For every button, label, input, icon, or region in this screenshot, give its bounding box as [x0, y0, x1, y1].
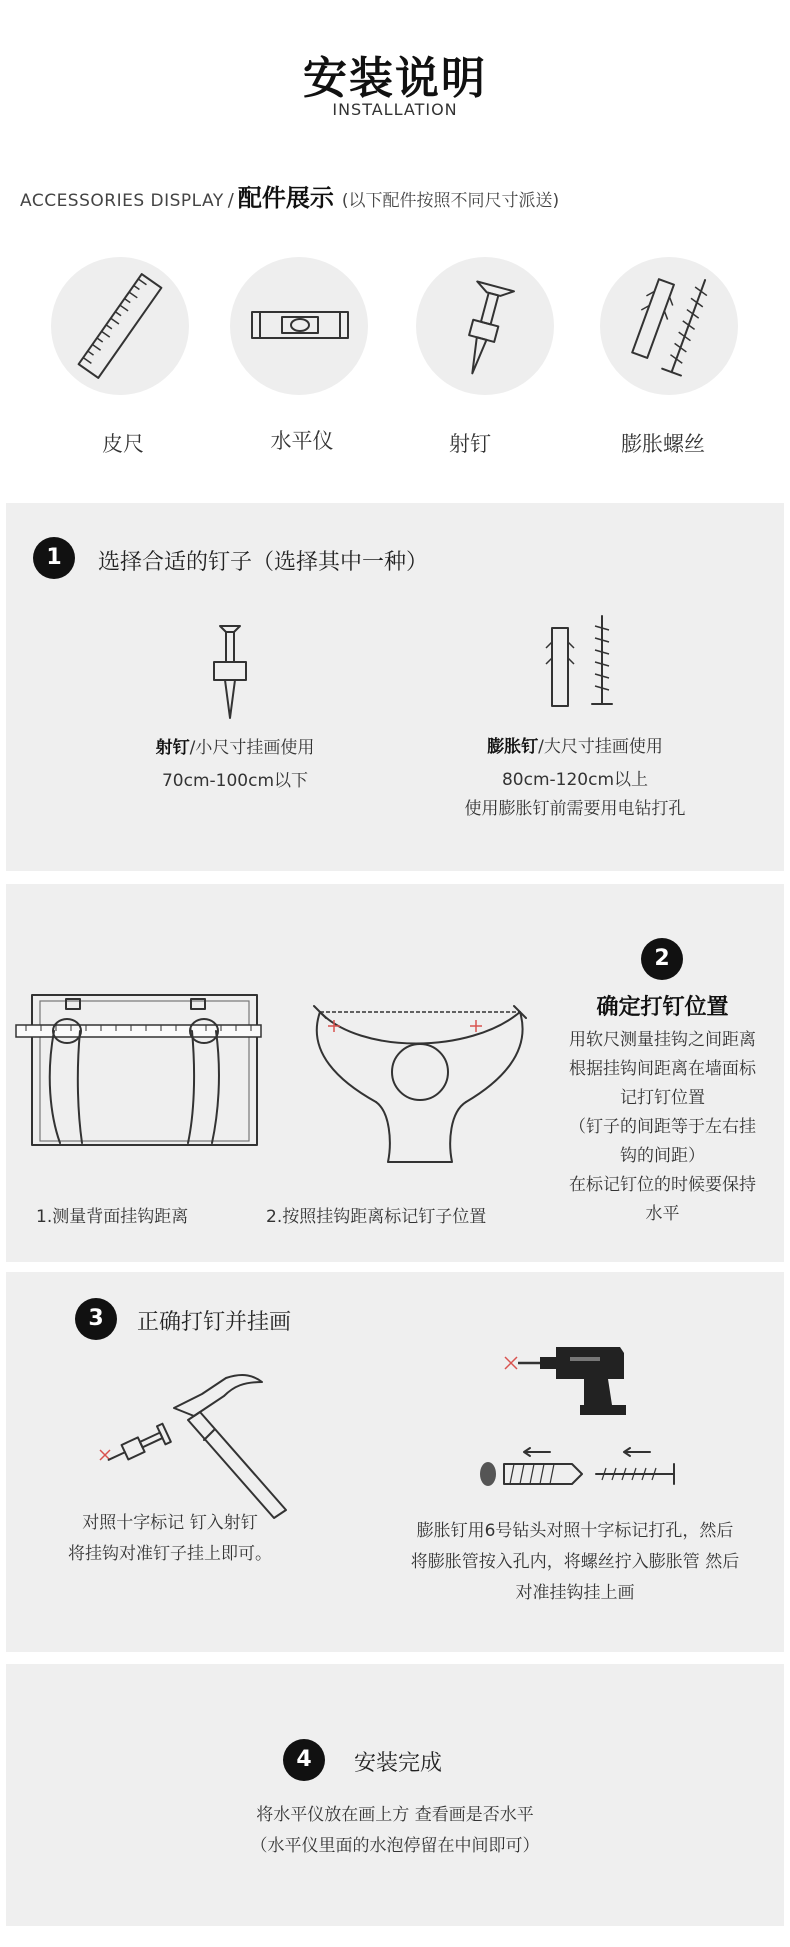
- page-title: 安装说明: [303, 53, 487, 104]
- step1-right-line2: 80cm-120cm以上: [501, 770, 649, 790]
- step1-left-line1: [100, 733, 370, 764]
- accessory-label-screw: 膨胀螺丝: [621, 432, 705, 456]
- accessories-heading-en: ACCESSORIES DISPLAY: [20, 191, 224, 211]
- page-subtitle: INSTALLATION: [332, 100, 458, 119]
- step3-right-desc-line: 膨胀钉用6号钻头对照十字标记打孔，然后: [416, 1521, 734, 1541]
- accessory-label-tape: 皮尺: [102, 432, 144, 456]
- accessory-label-level: 水平仪: [270, 429, 334, 453]
- step2-caption2: 2.按照挂钩距离标记钉子位置: [266, 1207, 487, 1227]
- step1-left-bold: 射钉: [155, 738, 190, 758]
- accessories-heading-cn: 配件展示: [237, 184, 334, 212]
- step1-left-line2: 70cm-100cm以下: [161, 771, 309, 791]
- step2-desc-line: 用软尺测量挂钩之间距离: [569, 1030, 756, 1050]
- step2-desc-line: 钩的间距）: [620, 1146, 705, 1166]
- step2-desc-line: 水平: [645, 1204, 680, 1224]
- accessories-heading: [20, 178, 559, 213]
- step4-desc-line: （水平仪里面的水泡停留在中间即可）: [250, 1836, 540, 1856]
- step2-desc-line: 在标记钉位的时候要保持: [569, 1175, 756, 1195]
- screw-insert-illustration: [478, 1446, 698, 1496]
- step3-left-desc: [20, 1508, 320, 1570]
- step4-desc-line: 将水平仪放在画上方 查看画是否水平: [256, 1805, 534, 1825]
- step1-right-bold: 膨胀钉: [487, 737, 539, 757]
- step2-caption1: 1.测量背面挂钩距离: [36, 1207, 189, 1227]
- step1-badge: 1: [33, 537, 75, 579]
- step3-badge: 3: [75, 1298, 117, 1340]
- step1-title: 选择合适的钉子（选择其中一种）: [98, 550, 429, 575]
- step3-right-desc: [370, 1516, 780, 1609]
- nail-icon-step1: [200, 622, 260, 722]
- step4-panel: [6, 1664, 784, 1926]
- step4-badge: 4: [283, 1739, 325, 1781]
- accessories-heading-slash: /: [227, 190, 234, 211]
- step2-desc-line: 根据挂钩间距离在墙面标: [569, 1059, 756, 1079]
- step1-right-line3: 使用膨胀钉前需要用电钻打孔: [464, 799, 686, 819]
- step2-desc: [560, 1026, 765, 1229]
- frame-back-measure-illustration: [16, 985, 261, 1155]
- step4-desc: [195, 1800, 595, 1862]
- step4-title: 安装完成: [354, 1751, 443, 1776]
- accessory-label-nail: 射钉: [449, 432, 491, 456]
- step2-desc-line: 记打钉位置: [620, 1088, 705, 1108]
- step2-title: 确定打钉位置: [596, 995, 729, 1020]
- wall-mark-illustration: [280, 992, 520, 1172]
- spirit-level-icon: [230, 257, 368, 395]
- step3-right-desc-line: 对准挂钩挂上画: [515, 1583, 635, 1603]
- step1-right-rest: /大尺寸挂画使用: [538, 737, 663, 757]
- expansion-screw-icon-step1: [540, 610, 630, 710]
- nail-icon: [416, 257, 554, 395]
- accessories-note: (以下配件按照不同尺寸派送): [341, 191, 560, 211]
- hammer-nail-illustration: [94, 1368, 304, 1518]
- step2-badge: 2: [641, 938, 683, 980]
- step3-left-desc-line: 将挂钩对准钉子挂上即可。: [68, 1544, 272, 1564]
- drill-illustration: [500, 1335, 710, 1415]
- step1-right-line1: [420, 732, 730, 763]
- step3-left-desc-line: 对照十字标记 钉入射钉: [82, 1513, 258, 1533]
- expansion-screw-icon: [600, 257, 738, 395]
- step3-title: 正确打钉并挂画: [137, 1310, 292, 1335]
- tape-measure-icon: [51, 257, 189, 395]
- step3-right-desc-line: 将膨胀管按入孔内，将螺丝拧入膨胀管 然后: [410, 1552, 740, 1572]
- step2-desc-line: （钉子的间距等于左右挂: [569, 1117, 756, 1137]
- step1-left-rest: /小尺寸挂画使用: [189, 738, 315, 758]
